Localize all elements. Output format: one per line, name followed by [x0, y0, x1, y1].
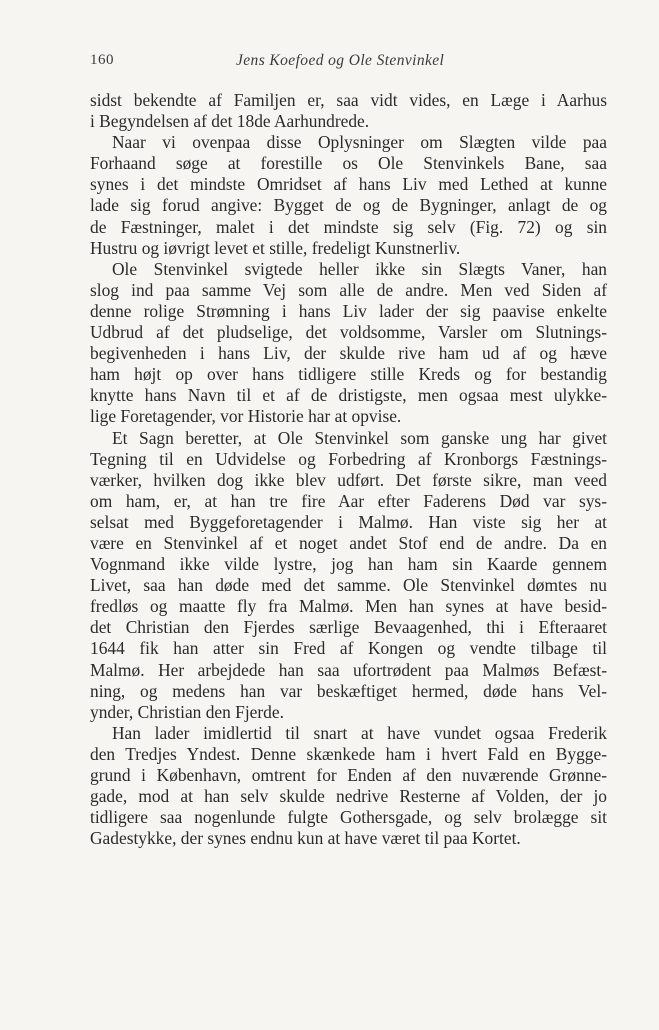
text-line: Vognmand ikke vilde lystre, jog han ham sin Kaarde gennem: [90, 554, 607, 575]
text-line: de Fæstninger, malet i det mindste sig selv (Fig. 72) og sin: [90, 216, 607, 237]
text-line: Hustru og iøvrigt levet et stille, fredeligt Kunstnerliv.: [90, 237, 461, 258]
text-line: begivenheden i hans Liv, der skulde rive ham ud af og hæve: [90, 343, 607, 364]
text-line: selsat med Byggeforetagender i Malmø. Han viste sig her at: [90, 511, 607, 532]
text-line: Udbrud af det pludselige, det voldsomme, Varsler om Slutnings-: [90, 322, 607, 343]
text-line: gade, mod at han selv skulde nedrive Resterne af Volden, der jo: [90, 786, 607, 807]
text-line: synes i det mindste Omridset af hans Liv med Lethed at kunne: [90, 174, 607, 195]
paragraph: [90, 132, 607, 259]
text-line: Malmø. Her arbejdede han saa ufortrødent paa Malmøs Befæst-: [90, 659, 607, 680]
text-line: Han lader imidlertid til snart at have vundet ogsaa Frederik: [112, 722, 607, 743]
paragraph: [90, 428, 607, 723]
page-header: [90, 52, 610, 76]
text-line: den Tredjes Yndest. Denne skænkede ham i hvert Fald en Bygge-: [90, 743, 607, 764]
text-line: sidst bekendte af Familjen er, saa vidt vides, en Læge i Aarhus: [90, 90, 607, 110]
body-text: [90, 90, 607, 849]
text-line: Naar vi ovenpaa disse Oplysninger om Slægten vilde paa: [112, 132, 607, 153]
text-line: Et Sagn beretter, at Ole Stenvinkel som ganske ung har givet: [112, 427, 607, 448]
text-line: 1644 fik han atter sin Fred af Kongen og vendte tilbage til: [90, 638, 607, 659]
text-line: tidligere saa nogenlunde fulgte Gothersgade, og selv brolægge sit: [90, 807, 607, 828]
text-line: det Christian den Fjerdes særlige Bevaagenhed, thi i Efteraaret: [90, 617, 607, 638]
text-line: Tegning til en Udvidelse og Forbedring af Kronborgs Fæstnings-: [90, 448, 607, 469]
text-line: værker, hvilken dog ikke blev udført. Det første sikre, man veed: [90, 469, 607, 490]
text-line: denne rolige Strømning i hans Liv lader der sig paavise enkelte: [90, 300, 607, 321]
text-line: lade sig forud angive: Bygget de og de Bygninger, anlagt de og: [90, 195, 607, 216]
text-line: ning, og medens han var beskæftiget hermed, døde hans Vel-: [90, 680, 607, 701]
text-line: i Begyndelsen af det 18de Aarhundrede.: [90, 111, 370, 132]
text-line: fredløs og maatte fly fra Malmø. Men han synes at have besid-: [90, 596, 607, 617]
text-line: ynder, Christian den Fjerde.: [90, 701, 284, 722]
text-line: knytte hans Navn til et af de dristigste, men ogsaa mest ulykke-: [90, 385, 607, 406]
running-title: Jens Koefoed og Ole Stenvinkel: [236, 52, 445, 69]
page-number: 160: [90, 52, 114, 68]
text-line: Livet, saa han døde med det samme. Ole Stenvinkel dømtes nu: [90, 575, 607, 596]
text-line: lige Foretagender, vor Historie har at opvise.: [90, 406, 402, 427]
text-line: slog ind paa samme Vej som alle de andre. Men ved Siden af: [90, 279, 607, 300]
text-line: Gadestykke, der synes endnu kun at have været til paa Kortet.: [90, 828, 521, 849]
text-line: grund i København, omtrent for Enden af den nuværende Grønne-: [90, 765, 607, 785]
text-line: ham højt op over hans tidligere stille Kreds og for bestandig: [90, 364, 607, 385]
text-line: Ole Stenvinkel svigtede heller ikke sin Slægts Vaner, han: [112, 258, 607, 279]
paragraph: [90, 723, 607, 850]
text-line: være en Stenvinkel af et noget andet Stof end de andre. Da en: [90, 532, 607, 553]
paragraph: [90, 259, 607, 428]
text-line: om ham, er, at han tre fire Aar efter Faderens Død var sys-: [90, 490, 607, 511]
text-line: Forhaand søge at forestille os Ole Stenvinkels Bane, saa: [90, 153, 607, 174]
paragraph: [90, 90, 607, 132]
